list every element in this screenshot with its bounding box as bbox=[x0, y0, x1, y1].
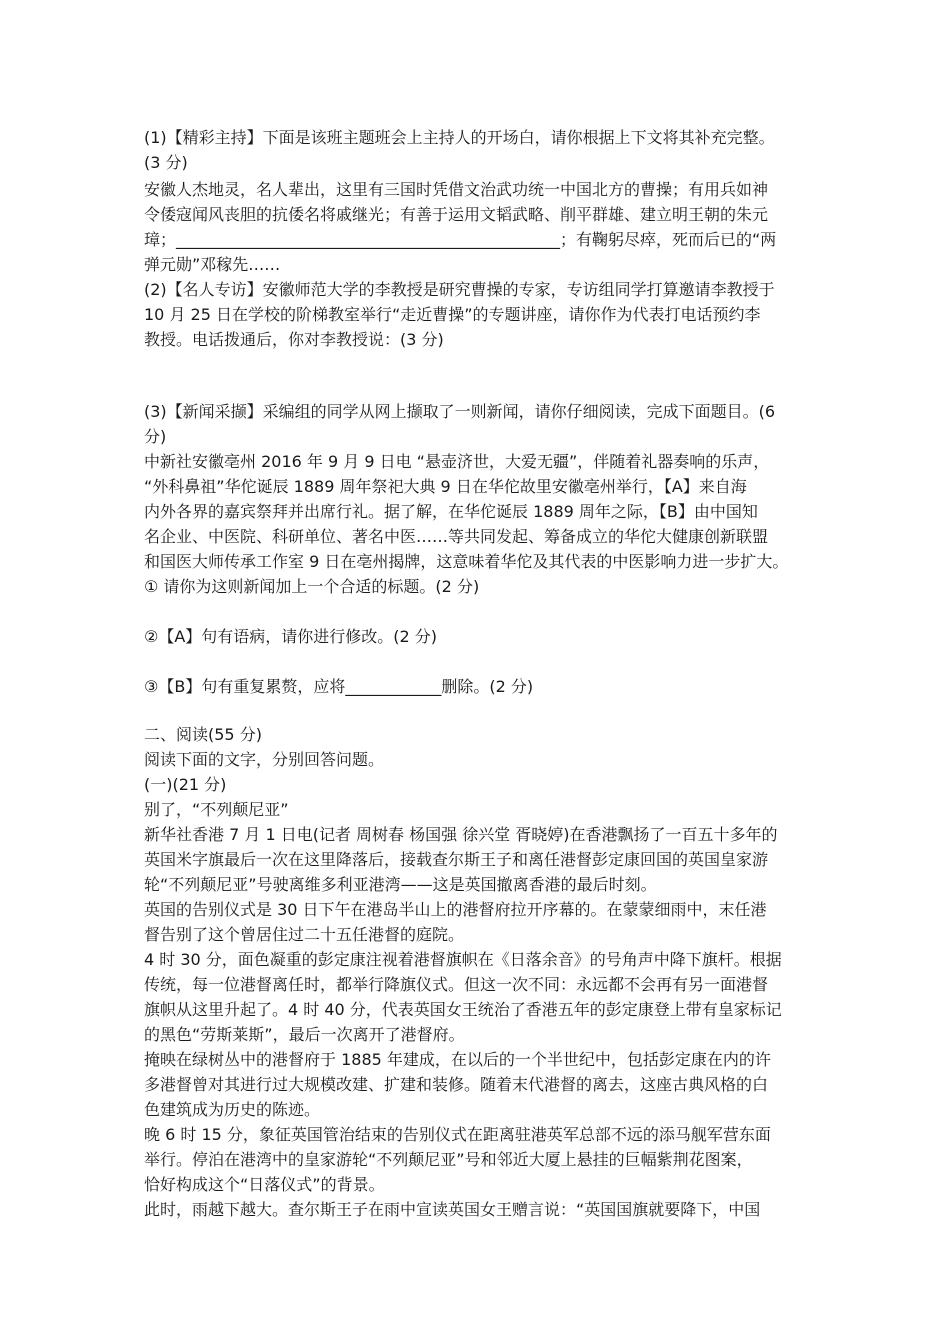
q2-text-line: 教授。电话拨通后，你对李教授说：(3 分) bbox=[144, 330, 444, 349]
q3-sub3: ③【B】句有重复累赘，应将____________删除。(2 分) bbox=[144, 677, 534, 696]
article-text-line: 新华社香港 7 月 1 日电(记者 周树春 杨国强 徐兴堂 胥晓婷)在香港飘扬了一百五十多年的 bbox=[144, 825, 778, 844]
article-text-line: 晚 6 时 15 分，象征英国管治结束的告别仪式在距离驻港英军总部不远的添马舰军营东面 bbox=[144, 1125, 771, 1144]
article-text-line: 英国的告别仪式是 30 日下午在港岛半山上的港督府拉开序幕的。在蒙蒙细雨中，末任港 bbox=[144, 900, 767, 919]
article-text-line: 掩映在绿树丛中的港督府于 1885 年建成，在以后的一个半世纪中，包括彭定康在内的许 bbox=[144, 1050, 771, 1069]
news-text-line: “外科鼻祖”华佗诞辰 1889 周年祭祀大典 9 日在华佗故里安徽亳州举行，【A】来自海 bbox=[144, 477, 747, 496]
q1-points: (3 分) bbox=[144, 153, 188, 172]
q3-heading: (3)【新闻采撷】采编组的同学从网上撷取了一则新闻，请你仔细阅读，完成下面题目。(6 bbox=[144, 402, 776, 421]
article-text-line: 英国米字旗最后一次在这里降落后，接载查尔斯王子和离任港督彭定康回国的英国皇家游 bbox=[144, 850, 769, 869]
section-heading: 二、阅读(55 分) bbox=[144, 725, 262, 744]
news-text-line: 名企业、中医院、科研单位、著名中医……等共同发起、筹备成立的华佗大健康创新联盟 bbox=[144, 527, 769, 546]
q3-sub2: ②【A】句有语病，请你进行修改。(2 分) bbox=[144, 627, 438, 646]
q3-points: 分) bbox=[144, 427, 167, 446]
article-text-line: 的黑色“劳斯莱斯”，最后一次离开了港督府。 bbox=[144, 1025, 465, 1044]
part-heading: (一)(21 分) bbox=[144, 775, 227, 794]
article-text-line: 色建筑成为历史的陈迹。 bbox=[144, 1100, 321, 1119]
news-text-line: 和国医大师传承工作室 9 日在亳州揭牌，这意味着华佗及其代表的中医影响力进一步扩大。 bbox=[144, 552, 789, 571]
section-instruction: 阅读下面的文字，分别回答问题。 bbox=[144, 750, 385, 769]
q1-text-line: 安徽人杰地灵，名人辈出，这里有三国时凭借文治武功统一中国北方的曹操；有用兵如神 bbox=[144, 180, 769, 199]
article-title: 别了，“不列颠尼亚” bbox=[144, 800, 289, 819]
news-text-line: 内外各界的嘉宾祭拜并出席行礼。据了解，在华佗诞辰 1889 周年之际，【B】由中国知 bbox=[144, 502, 758, 521]
q1-text-line: 令倭寇闻风丧胆的抗倭名将戚继光；有善于运用文韬武略、削平群雄、建立明王朝的朱元 bbox=[144, 205, 769, 224]
q1-heading: (1)【精彩主持】下面是该班主题班会上主持人的开场白，请你根据上下文将其补充完整。 bbox=[144, 128, 775, 147]
article-text-line: 举行。停泊在港湾中的皇家游轮“不列颠尼亚”号和邻近大厦上悬挂的巨幅紫荆花图案， bbox=[144, 1150, 753, 1169]
article-text-line: 传统，每一位港督离任时，都举行降旗仪式。但这一次不同：永远都不会再有另一面港督 bbox=[144, 975, 769, 994]
article-text-line: 旗帜从这里升起了。4 时 40 分，代表英国女王统治了香港五年的彭定康登上带有皇家标记 bbox=[144, 1000, 782, 1019]
article-text-line: 4 时 30 分，面色凝重的彭定康注视着港督旗帜在《日落余音》的号角声中降下旗杆。根据 bbox=[144, 950, 782, 969]
q1-fill-blank-line: 璋；________________________________________________；有鞠躬尽瘁，死而后已的“两 bbox=[144, 230, 777, 249]
q2-text-line: 10 月 25 日在学校的阶梯教室举行“走近曹操”的专题讲座，请你作为代表打电话预约李 bbox=[144, 305, 761, 324]
article-text-line: 恰好构成这个“日落仪式”的背景。 bbox=[144, 1175, 385, 1194]
q3-sub1: ① 请你为这则新闻加上一个合适的标题。(2 分) bbox=[144, 577, 480, 596]
q1-text-line: 弹元勋”邓稼先…… bbox=[144, 255, 281, 274]
article-text-line: 轮“不列颠尼亚”号驶离维多利亚港湾——这是英国撤离香港的最后时刻。 bbox=[144, 875, 657, 894]
article-text-line: 督告别了这个曾居住过二十五任港督的庭院。 bbox=[144, 925, 465, 944]
article-text-line: 此时，雨越下越大。查尔斯王子在雨中宣读英国女王赠言说：“英国国旗就要降下，中国 bbox=[144, 1200, 761, 1219]
q2-heading: (2)【名人专访】安徽师范大学的李教授是研究曹操的专家，专访组同学打算邀请李教授于 bbox=[144, 280, 775, 299]
article-text-line: 多港督曾对其进行过大规模改建、扩建和装修。随着末代港督的离去，这座古典风格的白 bbox=[144, 1075, 769, 1094]
news-text-line: 中新社安徽亳州 2016 年 9 月 9 日电 “悬壶济世，大爱无疆”，伴随着礼器奏响的乐声， bbox=[144, 452, 770, 471]
